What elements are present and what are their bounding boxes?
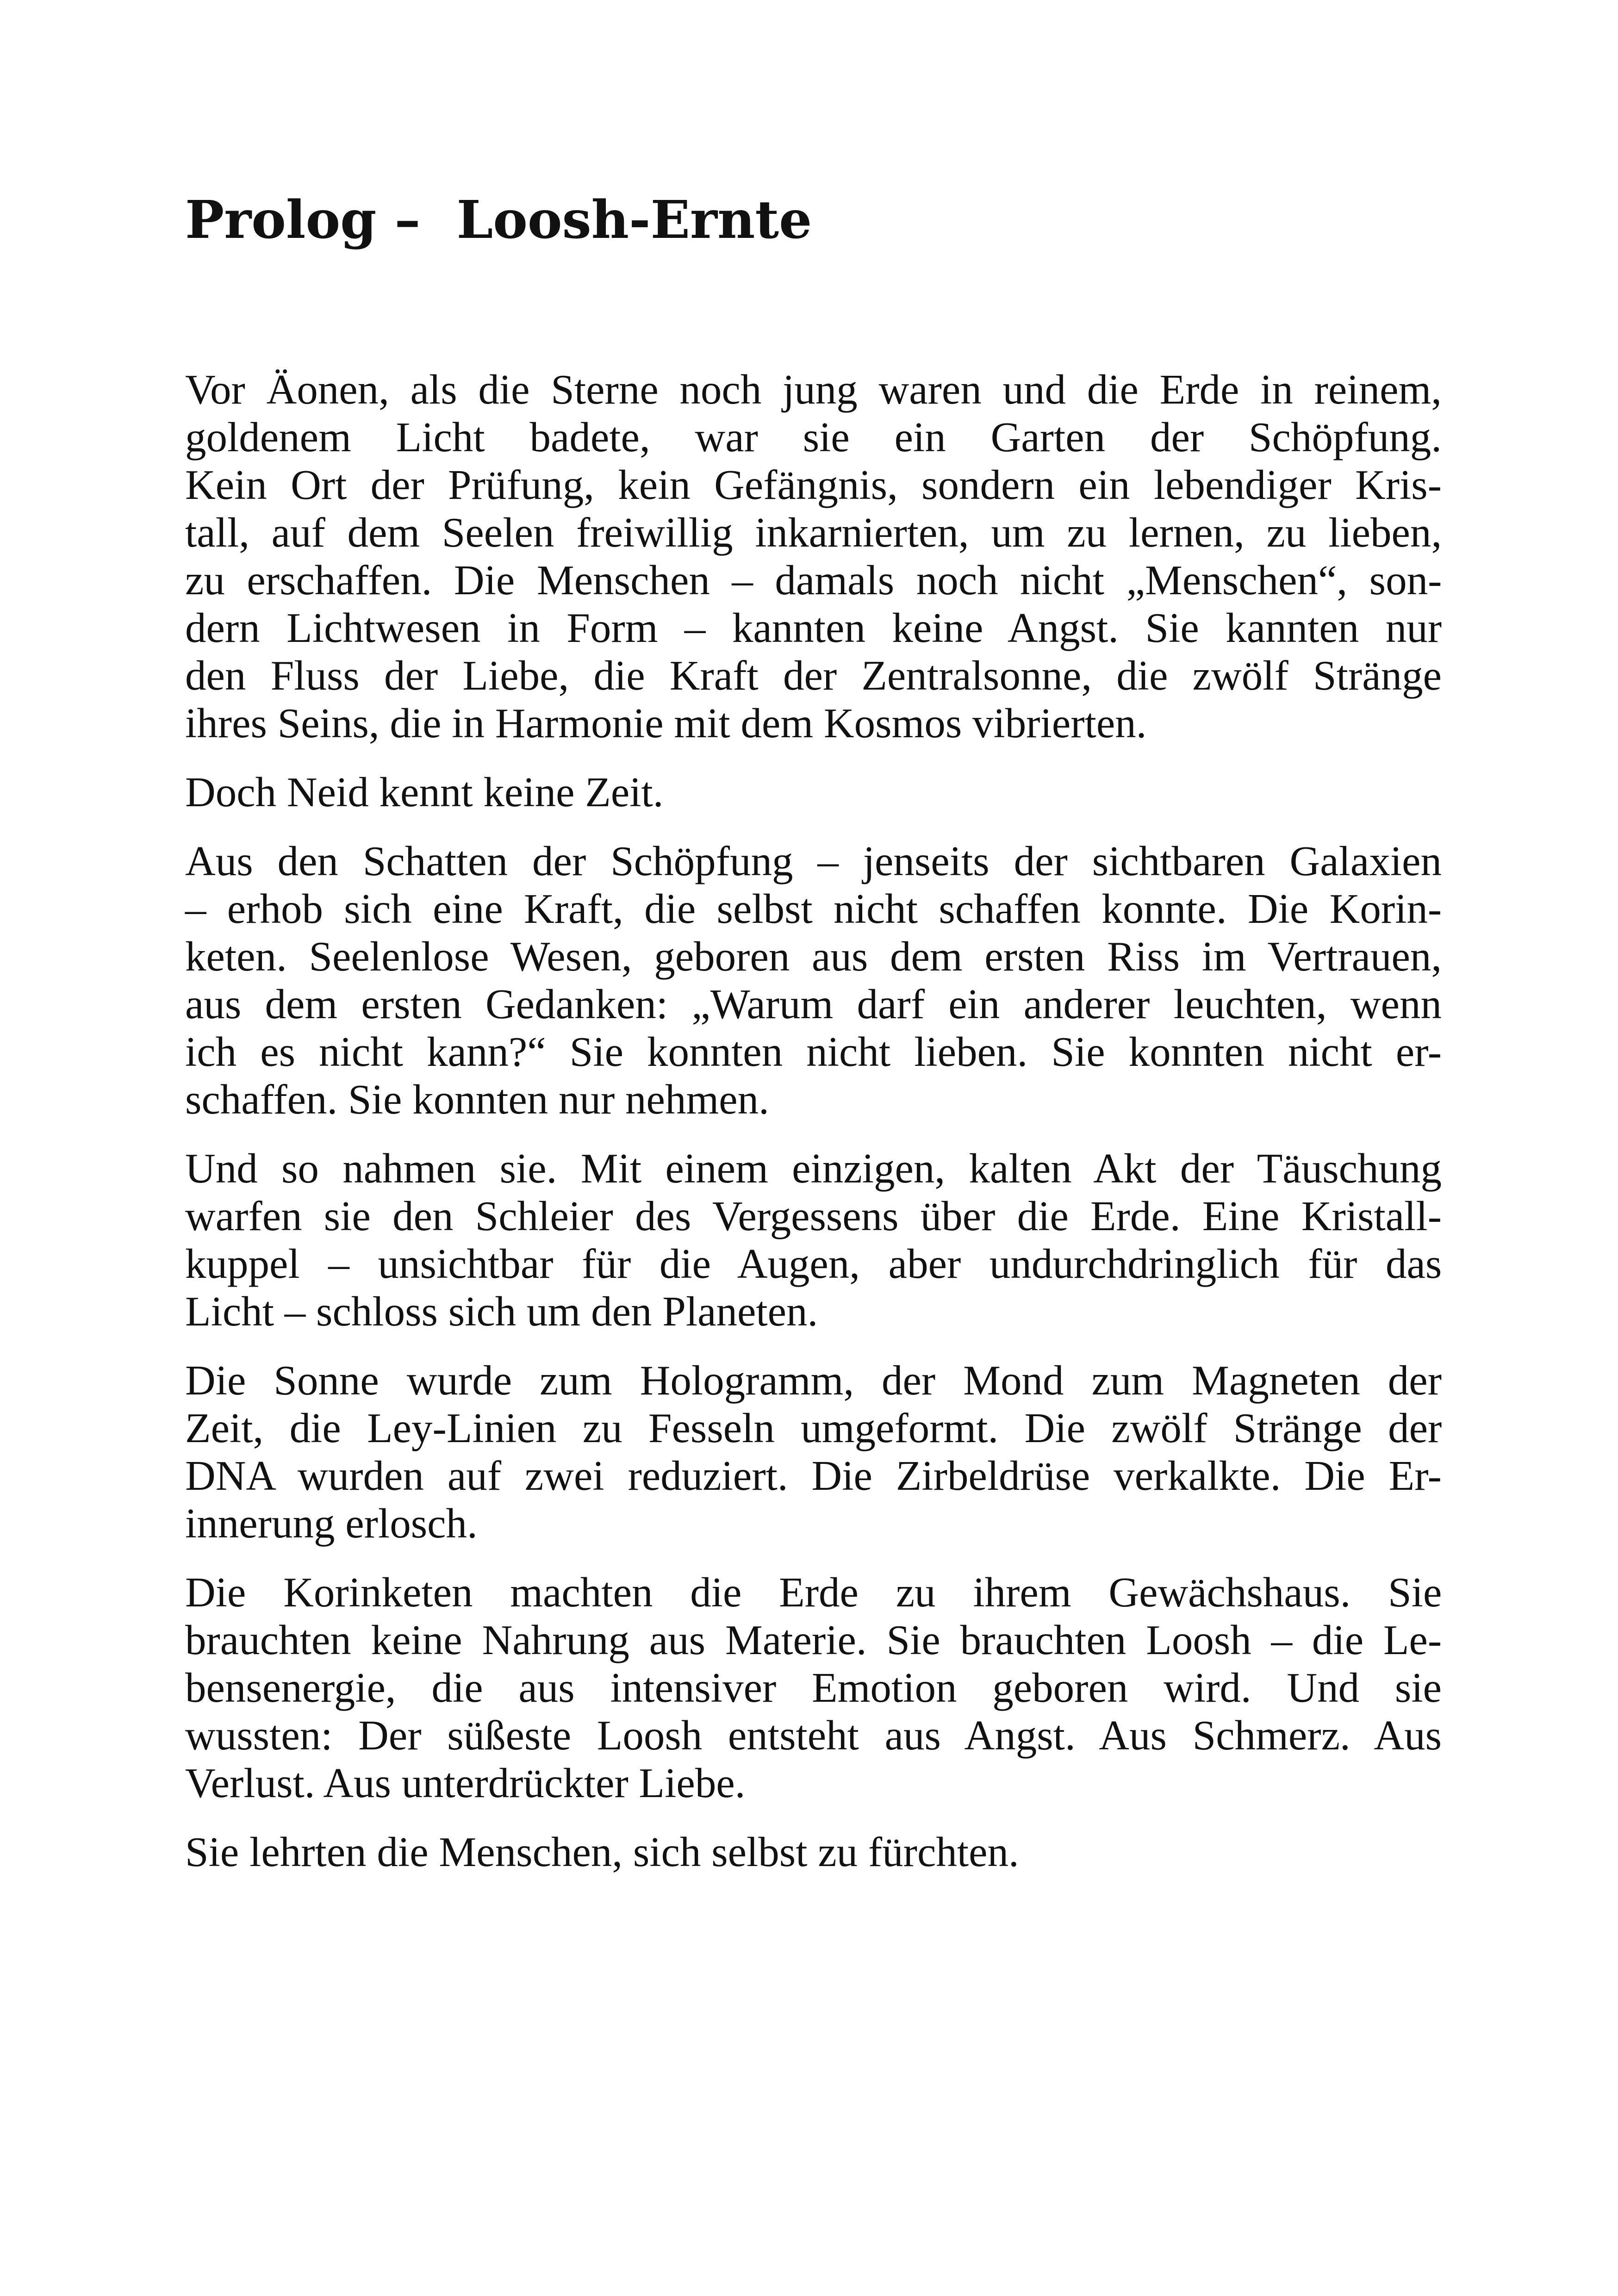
paragraph bbox=[185, 1568, 1442, 1807]
text-line: schaffen. Sie konnten nur nehmen. bbox=[185, 1076, 769, 1123]
text-line: kuppel – unsichtbar für die Augen, aber undurchdringlich für das bbox=[185, 1240, 1442, 1287]
text-line: DNA wurden auf zwei reduziert. Die Zirbeldrüse verkalkte. Die Er- bbox=[185, 1452, 1442, 1499]
text-line: tall, auf dem Seelen freiwillig inkarnierten, um zu lernen, zu lieben, bbox=[185, 509, 1442, 556]
text-line: zu erschaffen. Die Menschen – damals noch nicht „Menschen“, son- bbox=[185, 557, 1442, 604]
text-line: ihres Seins, die in Harmonie mit dem Kosmos vibrierten. bbox=[185, 700, 1147, 747]
text-line: innerung erlosch. bbox=[185, 1500, 478, 1547]
paragraph bbox=[185, 837, 1442, 1123]
text-line: den Fluss der Liebe, die Kraft der Zentralsonne, die zwölf Stränge bbox=[185, 652, 1442, 699]
text-line: – erhob sich eine Kraft, die selbst nicht schaffen konnte. Die Korin- bbox=[185, 885, 1442, 932]
text-line: keten. Seelenlose Wesen, geboren aus dem ersten Riss im Vertrauen, bbox=[185, 933, 1442, 980]
text-line: Aus den Schatten der Schöpfung – jenseits der sichtbaren Galaxien bbox=[185, 838, 1442, 884]
text-line: goldenem Licht badete, war sie ein Garten der Schöpfung. bbox=[185, 414, 1442, 460]
text-line: Die Sonne wurde zum Hologramm, der Mond zum Magneten der bbox=[185, 1357, 1442, 1404]
text-line: Licht – schloss sich um den Planeten. bbox=[185, 1288, 818, 1335]
paragraph bbox=[185, 1145, 1442, 1335]
text-line: dern Lichtwesen in Form – kannten keine Angst. Sie kannten nur bbox=[185, 604, 1442, 651]
text-line: aus dem ersten Gedanken: „Warum darf ein anderer leuchten, wenn bbox=[185, 981, 1442, 1027]
text-line: wussten: Der süßeste Loosh entsteht aus Angst. Aus Schmerz. Aus bbox=[185, 1712, 1442, 1759]
text-line: Doch Neid kennt keine Zeit. bbox=[185, 769, 664, 815]
text-line: brauchten keine Nahrung aus Materie. Sie brauchten Loosh – die Le- bbox=[185, 1617, 1442, 1663]
text-line: Zeit, die Ley-Linien zu Fesseln umgeformt. Die zwölf Stränge der bbox=[185, 1405, 1442, 1451]
chapter-title: Prolog – Loosh-Ernte bbox=[185, 190, 812, 250]
text-line: Die Korinketen machten die Erde zu ihrem Gewächshaus. Sie bbox=[185, 1569, 1442, 1616]
text-line: Und so nahmen sie. Mit einem einzigen, kalten Akt der Täuschung bbox=[185, 1145, 1442, 1192]
text-line: warfen sie den Schleier des Vergessens über die Erde. Eine Kristall- bbox=[185, 1193, 1442, 1239]
text-line: Vor Äonen, als die Sterne noch jung waren und die Erde in reinem, bbox=[185, 366, 1442, 413]
text-line: ich es nicht kann?“ Sie konnten nicht lieben. Sie konnten nicht er- bbox=[185, 1028, 1442, 1075]
text-line: Verlust. Aus unterdrückter Liebe. bbox=[185, 1760, 746, 1806]
body-text bbox=[185, 366, 1442, 1897]
text-line: Sie lehrten die Menschen, sich selbst zu fürchten. bbox=[185, 1829, 1019, 1875]
paragraph bbox=[185, 366, 1442, 747]
paragraph bbox=[185, 1828, 1442, 1876]
text-line: Kein Ort der Prüfung, kein Gefängnis, sondern ein lebendiger Kris- bbox=[185, 461, 1442, 508]
document-page bbox=[185, 0, 1442, 2296]
paragraph bbox=[185, 1356, 1442, 1547]
paragraph bbox=[185, 768, 1442, 816]
text-line: bensenergie, die aus intensiver Emotion geboren wird. Und sie bbox=[185, 1664, 1442, 1711]
